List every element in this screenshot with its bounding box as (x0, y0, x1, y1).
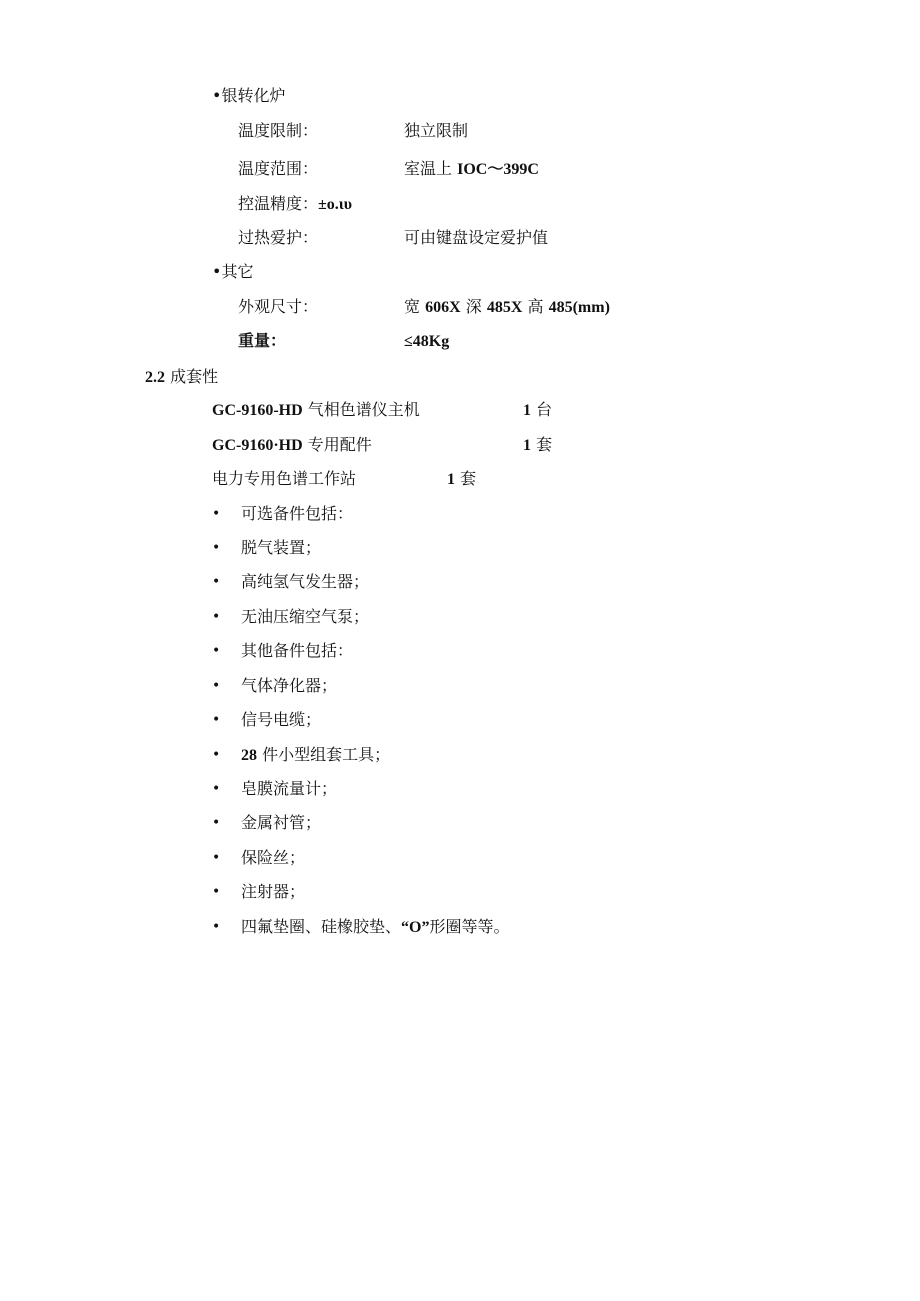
list-item: 高纯氢气发生器； (241, 572, 370, 591)
list-item: 注射器； (241, 882, 306, 901)
kit-qty-accessories (523, 435, 552, 456)
bullet-icon: • (212, 919, 221, 935)
kit-name: 专用配件 (302, 435, 372, 454)
section-title (145, 367, 218, 388)
kit-unit: 套 (455, 469, 477, 488)
kit-qty: 1 (447, 471, 455, 488)
temp-precision-value: ±o.ιυ (318, 196, 353, 213)
dim-depth-value: 485X (486, 299, 523, 316)
list-item: 其他备件包括： (241, 641, 354, 660)
kit-name: 气相色谱仪主机 (302, 400, 420, 419)
list-item: 皂膜流量计； (241, 779, 338, 798)
kit-qty: 1 (523, 402, 531, 419)
bullet-icon: • (212, 884, 221, 900)
o-ring-mark: “O” (401, 919, 430, 936)
list-item (241, 745, 390, 766)
weight-value: ≤48Kg (404, 333, 450, 350)
list-item: 气体净化器； (241, 676, 338, 695)
list-item: 保险丝； (241, 848, 306, 867)
bullet-icon: • (212, 678, 221, 694)
kit-qty-main-unit (523, 400, 552, 421)
temp-limit-label: 温度限制： (238, 121, 319, 140)
bullet-icon: • (212, 540, 221, 556)
tools-count: 28 (241, 747, 257, 764)
list-item: 无油压缩空气泵； (241, 607, 370, 626)
temp-precision-line (238, 194, 352, 215)
dim-height-value: 485(mm) (548, 299, 610, 316)
overheat-value: 可由键盘设定爱护值 (404, 228, 549, 247)
kit-item-workstation: 电力专用色谱工作站 (212, 469, 357, 488)
dimensions-value (404, 297, 610, 318)
dim-height-label: 高 (522, 297, 549, 316)
list-item: 脱气装置； (241, 538, 322, 557)
bullet-icon: • (212, 574, 221, 590)
list-item: 可选备件包括： (241, 504, 354, 523)
bullet-icon: • (212, 712, 221, 728)
o-ring-text: 形圈等等。 (429, 917, 510, 936)
kit-model: GC-9160-HD (212, 402, 303, 419)
dim-depth-label: 深 (460, 297, 487, 316)
kit-model: GC-9160·HD (212, 437, 303, 454)
bullet-icon: • (212, 609, 221, 625)
temp-range-prefix: 室温上 (404, 159, 458, 178)
temp-range-bold: IOC〜399C (457, 161, 539, 178)
bullet-icon: • (212, 850, 221, 866)
overheat-label: 过热爱护： (238, 228, 319, 247)
section-header-silver-furnace: •银转化炉 (212, 86, 286, 105)
temp-range-value (404, 159, 539, 180)
bullet-icon: • (212, 506, 221, 522)
kit-item-main-unit (212, 400, 420, 421)
bullet-icon: • (212, 781, 221, 797)
kit-item-accessories (212, 435, 372, 456)
temp-limit-value: 独立限制 (404, 121, 469, 140)
kit-qty: 1 (523, 437, 531, 454)
kit-unit: 套 (531, 435, 553, 454)
section-number: 2.2 (145, 369, 165, 386)
tools-text: 件小型组套工具； (257, 745, 391, 764)
list-item: 信号电缆； (241, 710, 322, 729)
section-title-text: 成套性 (165, 367, 219, 386)
temp-precision-label: 控温精度： (238, 194, 319, 213)
list-item (241, 917, 509, 938)
dim-width-value: 606X (425, 299, 461, 316)
bullet-icon: • (212, 815, 221, 831)
gasket-text: 四氟垫圈、硅橡胶垫、 (241, 917, 402, 936)
bullet-icon: • (212, 747, 221, 763)
kit-qty-workstation (447, 469, 476, 490)
list-item: 金属衬管； (241, 813, 322, 832)
weight-label: 重量： (238, 333, 287, 350)
bullet-icon: • (212, 643, 221, 659)
temp-range-label: 温度范围： (238, 159, 319, 178)
section-header-other: •其它 (212, 262, 254, 281)
dimensions-label: 外观尺寸： (238, 297, 319, 316)
dim-width-label: 宽 (404, 297, 426, 316)
kit-unit: 台 (531, 400, 553, 419)
